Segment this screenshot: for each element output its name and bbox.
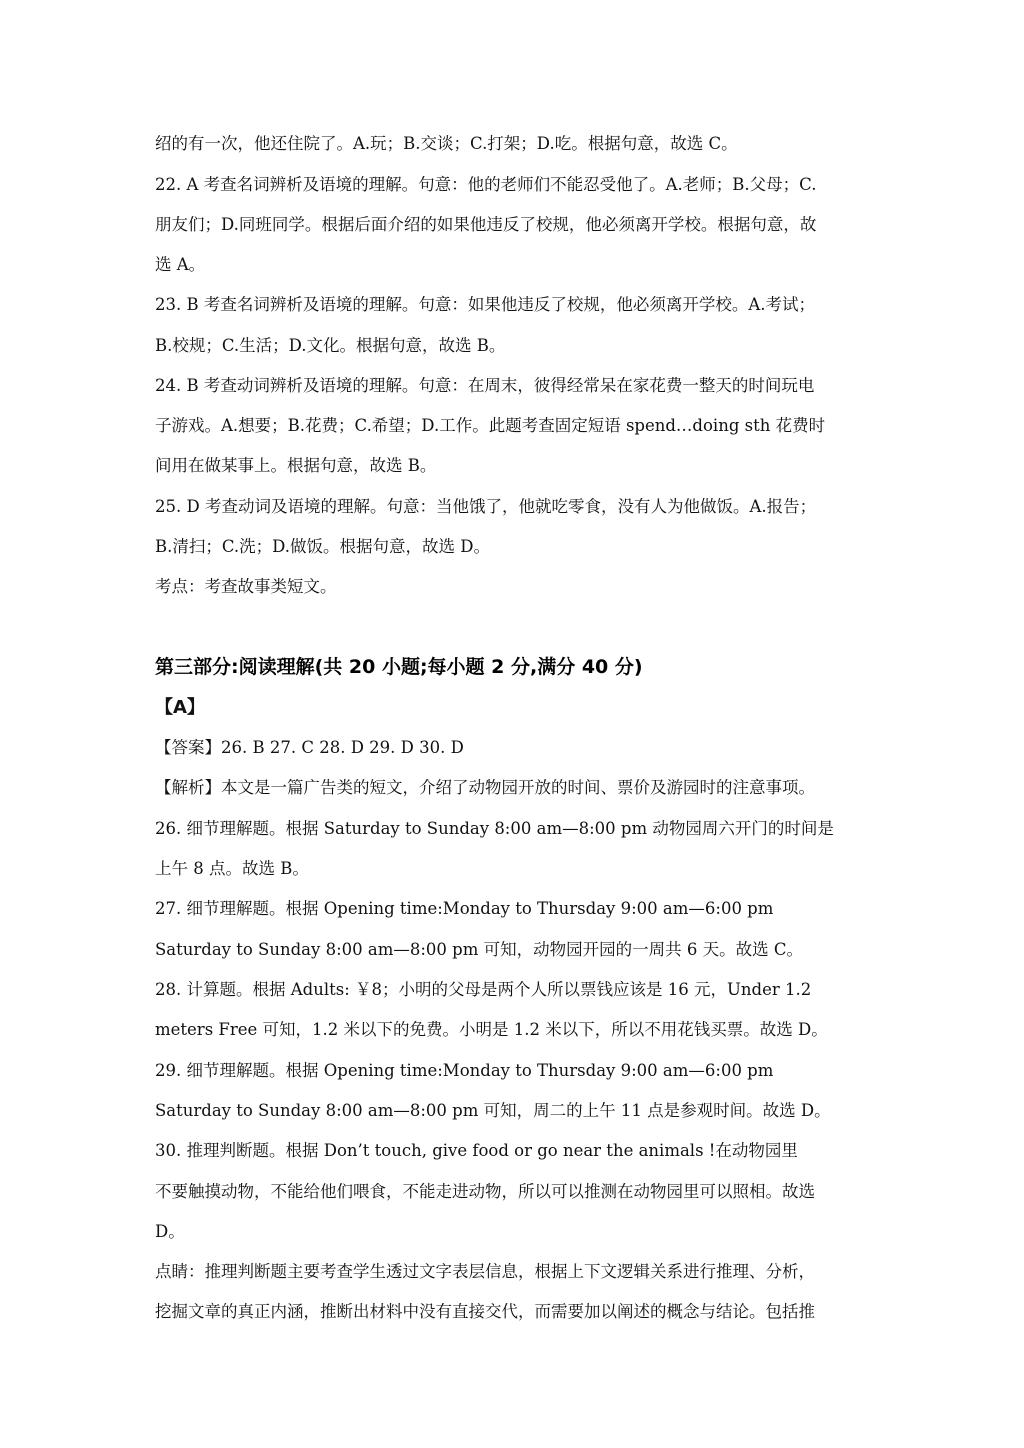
text-line: 26. 细节理解题。根据 Saturday to Sunday 8:00 am—8:00 pm 动物园周六开门的时间是 — [155, 819, 834, 838]
answer-line: 【答案】26. B 27. C 28. D 29. D 30. D — [155, 738, 464, 757]
text-line: meters Free 可知，1.2 米以下的免费。小明是 1.2 米以下，所以不用花钱买票。故选 D。 — [155, 1020, 828, 1039]
text-line: 绍的有一次，他还住院了。A.玩；B.交谈；C.打架；D.吃。根据句意，故选 C。 — [155, 134, 738, 153]
analysis-line: 【解析】本文是一篇广告类的短文，介绍了动物园开放的时间、票价及游园时的注意事项。 — [155, 778, 815, 797]
section-heading: 第三部分:阅读理解(共 20 小题;每小题 2 分,满分 40 分) — [155, 656, 643, 678]
text-line: B.清扫；C.洗；D.做饭。根据句意，故选 D。 — [155, 537, 491, 556]
text-line: B.校规；C.生活；D.文化。根据句意，故选 B。 — [155, 336, 506, 355]
text-line: 点睛：推理判断题主要考查学生透过文字表层信息，根据上下文逻辑关系进行推理、分析， — [155, 1262, 815, 1281]
text-line: 挖掘文章的真正内涵，推断出材料中没有直接交代，而需要加以阐述的概念与结论。包括推 — [155, 1302, 815, 1321]
text-line: 不要触摸动物，不能给他们喂食，不能走进动物，所以可以推测在动物园里可以照相。故选 — [155, 1182, 815, 1201]
text-line: D。 — [155, 1222, 185, 1241]
text-line: 上午 8 点。故选 B。 — [155, 859, 309, 878]
text-line: 24. B 考查动词辨析及语境的理解。句意：在周末，彼得经常呆在家花费一整天的时间玩电 — [155, 376, 815, 395]
text-line: 子游戏。A.想要；B.花费；C.希望；D.工作。此题考查固定短语 spend…doing sth 花费时 — [155, 416, 826, 435]
text-line: 23. B 考查名词辨析及语境的理解。句意：如果他违反了校规，他必须离开学校。A.考试； — [155, 295, 816, 314]
text-line: 25. D 考查动词及语境的理解。句意：当他饿了，他就吃零食，没有人为他做饭。A.报告； — [155, 497, 817, 516]
text-line: 间用在做某事上。根据句意，故选 B。 — [155, 456, 437, 475]
passage-label: 【A】 — [155, 697, 205, 718]
text-line: Saturday to Sunday 8:00 am—8:00 pm 可知，周二的上午 11 点是参观时间。故选 D。 — [155, 1101, 831, 1120]
text-line: 考点：考查故事类短文。 — [155, 577, 337, 596]
text-line: Saturday to Sunday 8:00 am—8:00 pm 可知，动物园开园的一周共 6 天。故选 C。 — [155, 940, 803, 959]
text-line: 30. 推理判断题。根据 Don’t touch, give food or go near the animals !在动物园里 — [155, 1141, 798, 1160]
text-line: 28. 计算题。根据 Adults: ￥8；小明的父母是两个人所以票钱应该是 16 元，Under 1.2 — [155, 980, 812, 999]
text-line: 选 A。 — [155, 255, 206, 274]
text-line: 29. 细节理解题。根据 Opening time:Monday to Thursday 9:00 am—6:00 pm — [155, 1061, 774, 1080]
text-line: 27. 细节理解题。根据 Opening time:Monday to Thursday 9:00 am—6:00 pm — [155, 899, 774, 918]
text-line: 22. A 考查名词辨析及语境的理解。句意：他的老师们不能忍受他了。A.老师；B.父母；C. — [155, 175, 817, 194]
text-line: 朋友们；D.同班同学。根据后面介绍的如果他违反了校规，他必须离开学校。根据句意，故 — [155, 215, 817, 234]
